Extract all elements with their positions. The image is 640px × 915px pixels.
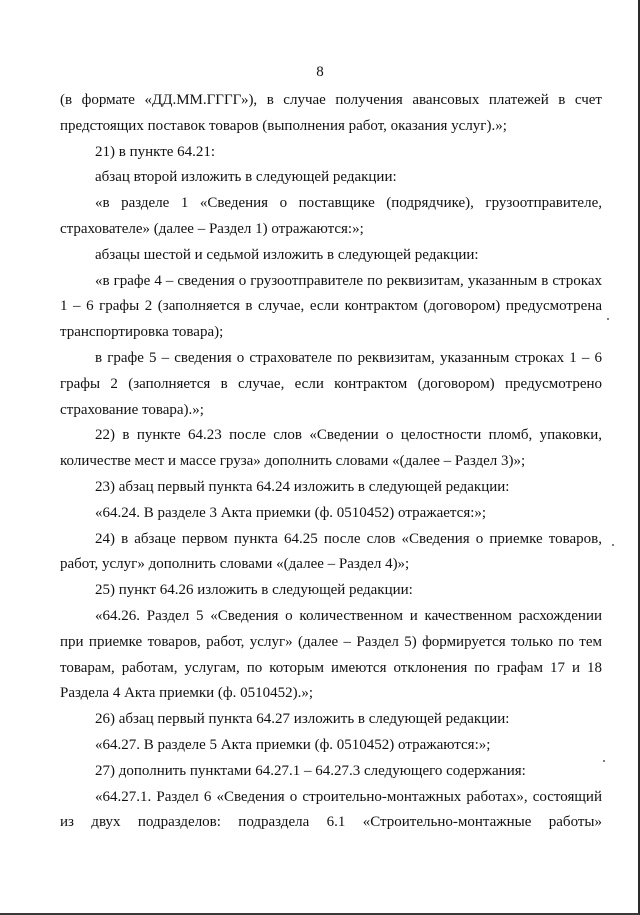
paragraph-item-21-instruction-2: абзацы шестой и седьмой изложить в следующей редакции: [95, 246, 479, 263]
paragraph-item-23: 23) абзац первый пункта 64.24 изложить в следующей редакции: [95, 478, 510, 495]
paragraph-item-21: 21) в пункте 64.21: [95, 143, 216, 160]
paragraph-item-25: 25) пункт 64.26 изложить в следующей редакции: [95, 582, 413, 599]
paragraph-item-25-quote: «64.26. Раздел 5 «Сведения о количественном и качественном расхождении при приемке товаров, работ, услуг» (далее – Раздел 5) формируется только по тем товарам, работам, услугам, по которым имеются отклонения по графам 17 и 18 Раздела 4 Акта приемки (ф. 0510452).»; [60, 607, 602, 702]
paragraph-item-27-quote: «64.27.1. Раздел 6 «Сведения о строительно-монтажных работах», состоящий из двух подразделов: подраздела 6.1 «Строительно-монтажные работы» [60, 788, 602, 831]
paragraph-column-4: «в графе 4 – сведения о грузоотправителе по реквизитам, указанным в строках 1 – 6 графы 2 (заполняется в случае, если контрактом (договором) предусмотрена транспортировка товара); [60, 272, 602, 341]
scan-speck [607, 318, 609, 320]
paragraph-item-21-instruction: абзац второй изложить в следующей редакции: [95, 169, 397, 186]
paragraph-column-5: в графе 5 – сведения о страхователе по реквизитам, указанным строках 1 – 6 графы 2 (заполняется в случае, если контрактом (договором) предусмотрено страхование товара).»; [60, 349, 602, 418]
scan-speck [612, 544, 614, 546]
paragraph-item-23-quote: «64.24. В разделе 3 Акта приемки (ф. 0510452) отражается:»; [95, 504, 487, 521]
paragraph-item-27: 27) дополнить пунктами 64.27.1 – 64.27.3 следующего содержания: [95, 762, 526, 779]
paragraph-item-22: 22) в пункте 64.23 после слов «Сведении о целостности пломб, упаковки, количестве мест и массе груза» дополнить словами «(далее – Раздел 3)»; [60, 427, 602, 470]
paragraph-item-26-quote: «64.27. В разделе 5 Акта приемки (ф. 0510452) отражаются:»; [95, 736, 491, 753]
document-body [60, 88, 602, 836]
scan-speck [603, 760, 605, 762]
paragraph-item-26: 26) абзац первый пункта 64.27 изложить в следующей редакции: [95, 711, 510, 728]
paragraph-continuation: (в формате «ДД.ММ.ГГГГ»), в случае получения авансовых платежей в счет предстоящих поставок товаров (выполнения работ, оказания услуг).»; [60, 92, 602, 134]
page-number: 8 [316, 64, 324, 80]
paragraph-item-24: 24) в абзаце первом пункта 64.25 после слов «Сведения о приемке товаров, работ, услуг» дополнить словами «(далее – Раздел 4)»; [60, 530, 602, 573]
paragraph-item-21-quote: «в разделе 1 «Сведения о поставщике (подрядчике), грузоотправителе, страхователе» (далее – Раздел 1) отражаются:»; [60, 195, 602, 237]
